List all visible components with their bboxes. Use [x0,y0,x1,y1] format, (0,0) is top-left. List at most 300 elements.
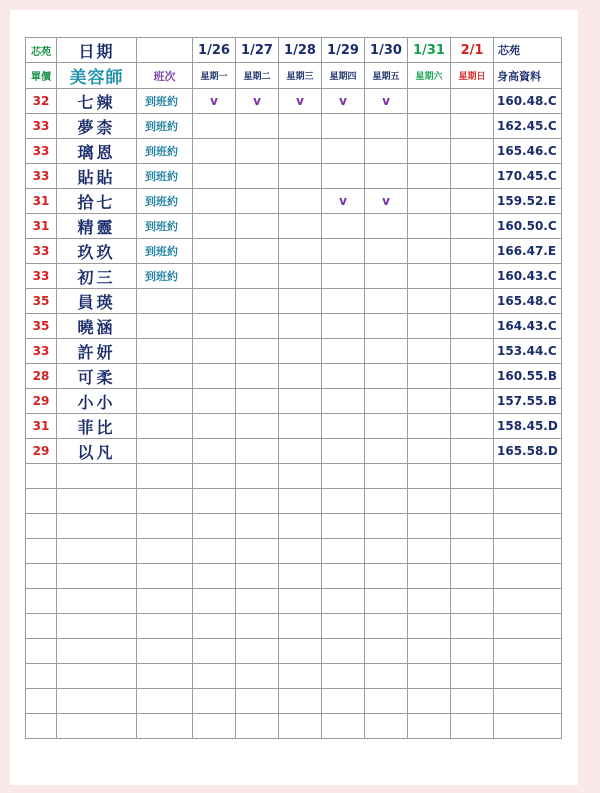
empty-cell [408,589,451,614]
shift-cell: 到班約 [137,164,193,189]
attendance-mark [322,164,365,189]
empty-cell [236,489,279,514]
empty-cell [236,614,279,639]
attendance-mark [365,239,408,264]
empty-cell [193,464,236,489]
empty-cell [322,514,365,539]
empty-cell [57,689,137,714]
empty-cell [494,539,562,564]
empty-cell [451,639,494,664]
price-cell: 29 [26,389,57,414]
attendance-mark [236,289,279,314]
empty-cell [451,664,494,689]
empty-cell [193,514,236,539]
shift-cell [137,389,193,414]
empty-cell [279,464,322,489]
header-row-dates [26,38,562,63]
attendance-mark [322,414,365,439]
attendance-mark [408,164,451,189]
empty-cell [57,564,137,589]
price-cell: 33 [26,164,57,189]
empty-cell [322,639,365,664]
schedule-row [26,289,562,314]
empty-cell [279,564,322,589]
attendance-mark [193,339,236,364]
attendance-mark [279,339,322,364]
schedule-row [26,189,562,214]
weekday-header: 星期一 [193,63,236,89]
beautician-name: 菲比 [57,414,137,439]
attendance-mark [365,414,408,439]
height-label: 身高資料 [494,63,562,89]
height-data: 160.43.C [494,264,562,289]
date-header: 1/26 [193,38,236,63]
weekday-header: 星期二 [236,63,279,89]
empty-cell [26,689,57,714]
attendance-mark [236,339,279,364]
empty-row [26,514,562,539]
empty-cell [57,639,137,664]
attendance-mark [193,414,236,439]
attendance-mark [322,314,365,339]
height-data: 159.52.E [494,189,562,214]
attendance-mark [279,139,322,164]
empty-cell [26,664,57,689]
empty-cell [57,489,137,514]
date-header: 2/1 [451,38,494,63]
empty-cell [408,689,451,714]
brand-right-label: 芯苑 [494,38,562,63]
attendance-mark [408,314,451,339]
empty-cell [137,539,193,564]
empty-cell [279,589,322,614]
empty-cell [193,614,236,639]
attendance-mark: v [365,189,408,214]
beautician-name: 許妍 [57,339,137,364]
price-cell: 31 [26,214,57,239]
attendance-mark [451,389,494,414]
height-data: 164.43.C [494,314,562,339]
empty-cell [137,589,193,614]
shift-cell: 到班約 [137,239,193,264]
attendance-mark [236,114,279,139]
attendance-mark [322,239,365,264]
height-data: 158.45.D [494,414,562,439]
empty-cell [365,664,408,689]
empty-cell [26,514,57,539]
empty-cell [322,614,365,639]
empty-cell [137,714,193,739]
empty-cell [193,564,236,589]
attendance-mark [408,364,451,389]
schedule-row [26,314,562,339]
schedule-row [26,264,562,289]
height-data: 162.45.C [494,114,562,139]
empty-cell [236,464,279,489]
empty-cell [494,639,562,664]
attendance-mark [322,114,365,139]
attendance-mark [236,264,279,289]
empty-cell [279,539,322,564]
attendance-mark [365,264,408,289]
schedule-row [26,389,562,414]
empty-cell [494,464,562,489]
empty-cell [236,689,279,714]
attendance-mark [408,89,451,114]
schedule-row [26,339,562,364]
empty-cell [26,489,57,514]
schedule-row [26,89,562,114]
beautician-name: 曉涵 [57,314,137,339]
beautician-name: 初三 [57,264,137,289]
shift-cell [137,439,193,464]
empty-cell [322,689,365,714]
empty-cell [365,564,408,589]
empty-cell [279,639,322,664]
attendance-mark [236,414,279,439]
empty-cell [193,689,236,714]
empty-cell [26,714,57,739]
empty-cell [451,539,494,564]
empty-cell [322,539,365,564]
attendance-mark: v [365,89,408,114]
schedule-row [26,139,562,164]
attendance-mark [408,139,451,164]
weekday-header: 星期四 [322,63,365,89]
empty-cell [408,664,451,689]
price-cell: 33 [26,339,57,364]
schedule-row [26,239,562,264]
empty-row [26,714,562,739]
attendance-mark [451,264,494,289]
empty-row [26,539,562,564]
attendance-mark [322,439,365,464]
empty-row [26,564,562,589]
empty-row [26,639,562,664]
price-cell: 33 [26,139,57,164]
attendance-mark: v [322,89,365,114]
attendance-mark [451,414,494,439]
attendance-mark [322,214,365,239]
weekday-header: 星期日 [451,63,494,89]
header-row-weekdays [26,63,562,89]
date-header: 1/29 [322,38,365,63]
date-header: 1/31 [408,38,451,63]
attendance-mark [451,114,494,139]
height-data: 153.44.C [494,339,562,364]
empty-cell [322,489,365,514]
empty-cell [236,564,279,589]
empty-cell [279,614,322,639]
empty-cell [494,714,562,739]
attendance-mark [193,139,236,164]
empty-cell [193,589,236,614]
attendance-mark [408,239,451,264]
height-data: 165.46.C [494,139,562,164]
schedule-row [26,439,562,464]
price-cell: 33 [26,264,57,289]
price-cell: 31 [26,189,57,214]
attendance-mark [408,339,451,364]
height-data: 165.48.C [494,289,562,314]
attendance-mark: v [279,89,322,114]
attendance-mark [236,214,279,239]
empty-cell [494,664,562,689]
beautician-name: 拾七 [57,189,137,214]
attendance-mark [279,189,322,214]
empty-cell [322,664,365,689]
price-cell: 28 [26,364,57,389]
empty-cell [451,564,494,589]
attendance-mark [193,239,236,264]
height-data: 160.48.C [494,89,562,114]
empty-row [26,464,562,489]
empty-cell [26,564,57,589]
attendance-mark [322,289,365,314]
price-cell: 33 [26,114,57,139]
brand-left-label: 芯苑 [26,38,57,63]
empty-cell [236,539,279,564]
attendance-mark [408,189,451,214]
beautician-name: 夢柰 [57,114,137,139]
date-label: 日期 [57,38,137,63]
date-header: 1/30 [365,38,408,63]
attendance-mark [193,389,236,414]
shift-cell: 到班約 [137,89,193,114]
height-data: 157.55.B [494,389,562,414]
empty-cell [279,689,322,714]
schedule-row [26,414,562,439]
weekday-header: 星期五 [365,63,408,89]
empty-cell [494,614,562,639]
beautician-name: 璃恩 [57,139,137,164]
empty-cell [365,714,408,739]
attendance-mark [451,289,494,314]
empty-cell [193,539,236,564]
empty-cell [408,564,451,589]
empty-cell [26,539,57,564]
empty-cell [408,489,451,514]
height-data: 170.45.C [494,164,562,189]
shift-cell: 到班約 [137,214,193,239]
attendance-mark [193,214,236,239]
empty-cell [193,639,236,664]
price-cell: 35 [26,314,57,339]
shift-cell: 到班約 [137,139,193,164]
empty-cell [279,664,322,689]
attendance-mark [322,139,365,164]
shift-cell: 到班約 [137,264,193,289]
empty-cell [279,714,322,739]
attendance-mark [408,389,451,414]
empty-cell [451,589,494,614]
attendance-mark [408,214,451,239]
empty-cell [408,714,451,739]
shift-cell [137,339,193,364]
empty-cell [193,714,236,739]
empty-cell [494,514,562,539]
empty-cell [193,664,236,689]
attendance-mark [365,339,408,364]
shift-label: 班次 [137,63,193,89]
empty-cell [322,589,365,614]
price-cell: 31 [26,414,57,439]
attendance-mark [365,214,408,239]
attendance-mark [193,264,236,289]
attendance-mark [279,114,322,139]
empty-cell [365,589,408,614]
attendance-mark [408,439,451,464]
empty-cell [57,539,137,564]
attendance-mark [451,364,494,389]
empty-cell [365,464,408,489]
empty-cell [494,589,562,614]
attendance-mark [193,164,236,189]
empty-row [26,589,562,614]
attendance-mark [236,439,279,464]
attendance-mark [193,189,236,214]
empty-cell [408,464,451,489]
empty-row [26,689,562,714]
empty-cell [408,539,451,564]
empty-cell [26,589,57,614]
empty-cell [137,464,193,489]
empty-cell [494,489,562,514]
attendance-mark [365,114,408,139]
attendance-mark: v [193,89,236,114]
empty-cell [322,464,365,489]
price-cell: 32 [26,89,57,114]
empty-cell [494,689,562,714]
beautician-name: 精靈 [57,214,137,239]
beautician-name: 七辣 [57,89,137,114]
height-data: 166.47.E [494,239,562,264]
shift-cell [137,414,193,439]
attendance-mark [322,264,365,289]
empty-cell [137,489,193,514]
attendance-mark [451,164,494,189]
empty-cell [57,464,137,489]
empty-cell [57,514,137,539]
attendance-mark [408,114,451,139]
empty-cell [365,514,408,539]
empty-cell [236,714,279,739]
empty-cell [451,489,494,514]
shift-cell [137,364,193,389]
attendance-mark [236,139,279,164]
attendance-mark [451,439,494,464]
attendance-mark [408,414,451,439]
attendance-mark [365,364,408,389]
empty-cell [26,639,57,664]
empty-cell [26,614,57,639]
weekday-header: 星期三 [279,63,322,89]
empty-cell [322,714,365,739]
empty-cell [365,689,408,714]
attendance-mark [193,364,236,389]
attendance-mark [408,289,451,314]
attendance-mark: v [322,189,365,214]
attendance-mark [365,389,408,414]
beautician-name: 以凡 [57,439,137,464]
attendance-mark [193,114,236,139]
attendance-mark [365,139,408,164]
height-data: 160.50.C [494,214,562,239]
attendance-mark [279,364,322,389]
attendance-mark [365,289,408,314]
attendance-mark: v [236,89,279,114]
empty-cell [365,539,408,564]
attendance-mark [193,289,236,314]
attendance-mark [279,239,322,264]
empty-cell [236,589,279,614]
empty-cell [137,664,193,689]
attendance-mark [236,239,279,264]
attendance-mark [279,164,322,189]
attendance-mark [279,389,322,414]
empty-cell [137,564,193,589]
empty-cell [57,589,137,614]
attendance-mark [451,339,494,364]
attendance-mark [365,164,408,189]
beautician-name: 員瑛 [57,289,137,314]
attendance-mark [279,289,322,314]
empty-row [26,489,562,514]
empty-cell [137,639,193,664]
attendance-mark [236,314,279,339]
empty-cell [451,689,494,714]
empty-cell [322,564,365,589]
empty-cell [279,489,322,514]
shift-cell [137,314,193,339]
empty-cell [451,464,494,489]
empty-cell [137,514,193,539]
schedule-table [25,37,562,739]
empty-cell [494,564,562,589]
empty-row [26,664,562,689]
price-cell: 35 [26,289,57,314]
empty-cell [365,489,408,514]
attendance-mark [451,214,494,239]
beautician-name: 玖玖 [57,239,137,264]
attendance-mark [193,439,236,464]
empty-cell [236,514,279,539]
empty-cell [26,464,57,489]
attendance-mark [451,139,494,164]
empty-cell [236,664,279,689]
empty-cell [451,514,494,539]
attendance-mark [322,364,365,389]
attendance-mark [279,314,322,339]
shift-cell: 到班約 [137,189,193,214]
empty-cell [451,714,494,739]
attendance-mark [365,314,408,339]
beautician-name: 可柔 [57,364,137,389]
empty-cell [137,689,193,714]
weekday-header: 星期六 [408,63,451,89]
beautician-name: 貼貼 [57,164,137,189]
attendance-mark [279,214,322,239]
empty-cell [57,714,137,739]
empty-cell [279,514,322,539]
height-data: 160.55.B [494,364,562,389]
height-data: 165.58.D [494,439,562,464]
empty-row [26,614,562,639]
attendance-mark [322,389,365,414]
attendance-mark [451,189,494,214]
empty-cell [365,639,408,664]
empty-cell [57,664,137,689]
